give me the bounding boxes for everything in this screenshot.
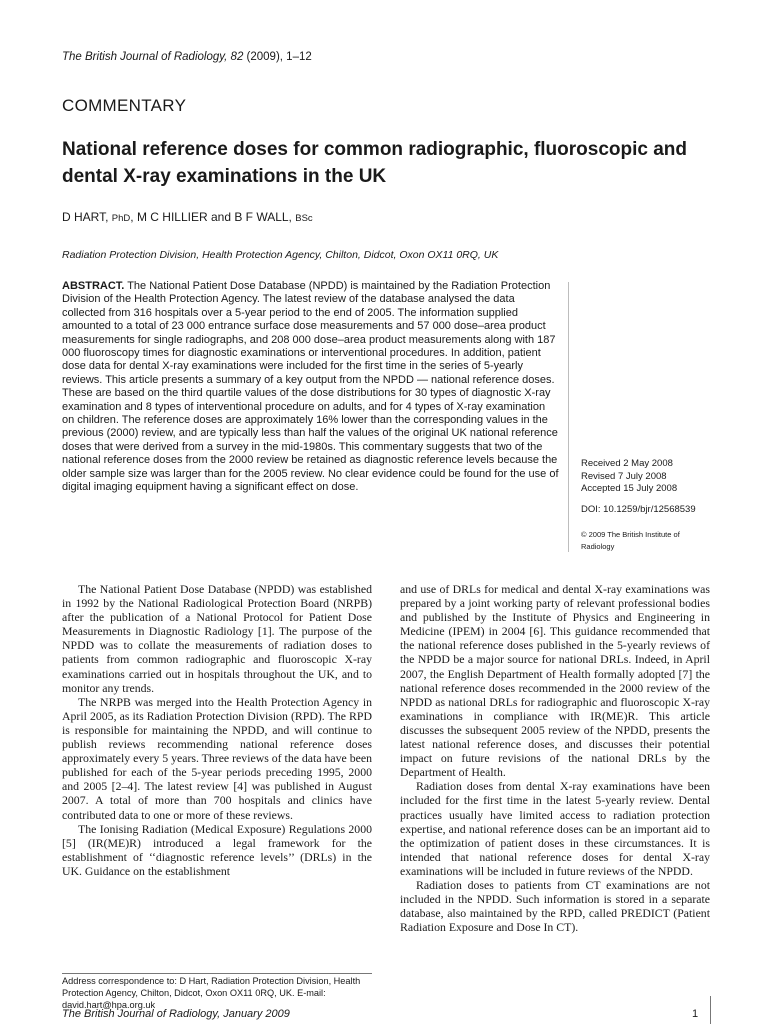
section-label: COMMENTARY — [62, 96, 187, 115]
abstract-divider — [568, 282, 569, 552]
author-list — [62, 210, 313, 224]
journal-name: The British Journal of Radiology, — [62, 51, 231, 63]
author-1: D HART, — [62, 210, 112, 224]
article-title: National reference doses for common radiographic, fluoroscopic and dental X-ray examinations in the UK — [62, 139, 688, 187]
journal-volume: 82 — [230, 51, 244, 63]
author-1-degree: PhD — [111, 213, 131, 224]
copyright: © 2009 The British Institute of Radiology — [581, 530, 680, 551]
journal-year-pages: (2009), 1–12 — [243, 51, 312, 63]
affiliation: Radiation Protection Division, Health Protection Agency, Chilton, Didcot, Oxon OX11 0RQ, UK — [62, 249, 499, 261]
correspondence-footnote: Address correspondence to: D Hart, Radiation Protection Division, Health Protection Agency, Chilton, Didcot, Oxon OX11 0RQ, UK. E-mail: david.hart@hpa.org.uk — [62, 976, 361, 1010]
author-3-degree: BSc — [295, 213, 313, 224]
article-dates — [581, 458, 677, 496]
abstract — [62, 280, 560, 495]
footnote-rule — [62, 973, 372, 974]
footer-edge-rule — [710, 996, 711, 1024]
journal-header — [62, 51, 312, 63]
paragraph: and use of DRLs for medical and dental X-ray examinations was prepared by a joint working party of relevant professional bodies and published by the Institute of Physics and Engineering in Medicine (IPEM) in 2004 [6]. This guidance recommended that the national reference doses published in the 5-yearly reviews of the NPDD be a major source for national DRLs. Indeed, in April 2007, the English Department of Health formally adopted [7] the national reference doses recommended in the 2000 review of the NPDD as national DRLs for radiographic and fluoroscopic X-ray examinations in compliance with IR(ME)R. This article discusses the subsequent 2005 review of the NPDD, presents the latest national reference doses, and discusses their potential impact on future revisions of the national DRLs by the Department of Health. — [400, 582, 710, 780]
revised-date: Revised 7 July 2008 — [581, 470, 667, 482]
paragraph: The National Patient Dose Database (NPDD) was established in 1992 by the National Radiological Protection Board (NRPB) after the publication of a National Protocol for Patient Dose Measurements in Diagnostic Radiology [1]. The purpose of the NPDD was to collate the measurements of radiation doses to patients from common radiographic and fluoroscopic X-ray examinations carried out in hospitals throughout the UK, and to monitor any trends. — [62, 582, 372, 695]
received-date: Received 2 May 2008 — [581, 458, 673, 469]
paragraph: Radiation doses from dental X-ray examinations have been included for the first time in the latest 5-yearly review. Dental practices usually have limited access to radiation protection expertise, and national reference doses can be an important aid to the optimization of patient doses in these circumstances. It is intended that national reference doses for dental X-ray examinations will be included in future reviews of the NPDD. — [400, 779, 710, 878]
abstract-text: The National Patient Dose Database (NPDD) is maintained by the Radiation Protection Division of the Health Protection Agency. The latest review of the database analysed the data collected from 316 hospitals over a 5-year period to the end of 2005. The information supplied amounted to a total of 23 000 entrance surface dose measurements and 57 000 dose–area product measurements for single radiographs, and 208 000 dose–area product measurements along with 187 000 fluoroscopy times for diagnostic examinations or interventional procedures. In addition, patient dose data for dental X-ray examinations were included for the first time in the series of 5-yearly reviews. This article presents a summary of a key output from the NPDD — national reference doses. These are based on the third quartile values of the dose distributions for 30 types of diagnostic X-ray examination and 8 types of interventional procedure on adults, and for 4 types of X-ray examination on children. The reference doses are approximately 16% lower than the corresponding values in the previous (2000) review, and are typically less than half the values of the original UK national reference doses that were derived from a survey in the mid-1980s. This commentary suggests that two of the national reference doses from the 2000 review be retained as diagnostic reference levels because the older sample size was larger than for the 2005 review. No clear evidence could be found for the use of digital imaging equipment having a significant effect on dose. — [62, 280, 559, 494]
accepted-date: Accepted 15 July 2008 — [581, 483, 678, 494]
doi: DOI: 10.1259/bjr/12568539 — [581, 504, 696, 515]
paragraph: The Ionising Radiation (Medical Exposure) Regulations 2000 [5] (IR(ME)R) introduced a legal framework for the establishment of ‘‘diagnostic reference levels’’ (DRLs) in the UK. Guidance on the establishment — [62, 821, 372, 878]
page-number: 1 — [692, 1008, 699, 1020]
body-column-left — [62, 582, 372, 878]
footer-journal: The British Journal of Radiology, January 2009 — [62, 1008, 290, 1020]
paragraph: The NRPB was merged into the Health Protection Agency in April 2005, as its Radiation Protection Division (RPD). The RPD is responsible for maintaining the NPDD, and will continue to publish reviews recommending national reference doses approximately every 5 years. Three reviews of the data have been published for each of the 5-year periods preceding 1995, 2000 and 2005 [2–4]. The latest review [4] was published in August 2007. A total of more than 700 hospitals and clinics have contributed data to one or more of these reviews. — [62, 694, 372, 822]
paragraph: Radiation doses to patients from CT examinations are not included in the NPDD. Such information is stored in a separate database, also maintained by the RPD, called PREDICT (Patient Radiation Exposure and Dose In CT). — [400, 877, 710, 935]
abstract-label: ABSTRACT. — [62, 280, 125, 292]
author-2-3: , M C HILLIER and B F WALL, — [130, 210, 296, 224]
body-column-right — [400, 582, 710, 934]
